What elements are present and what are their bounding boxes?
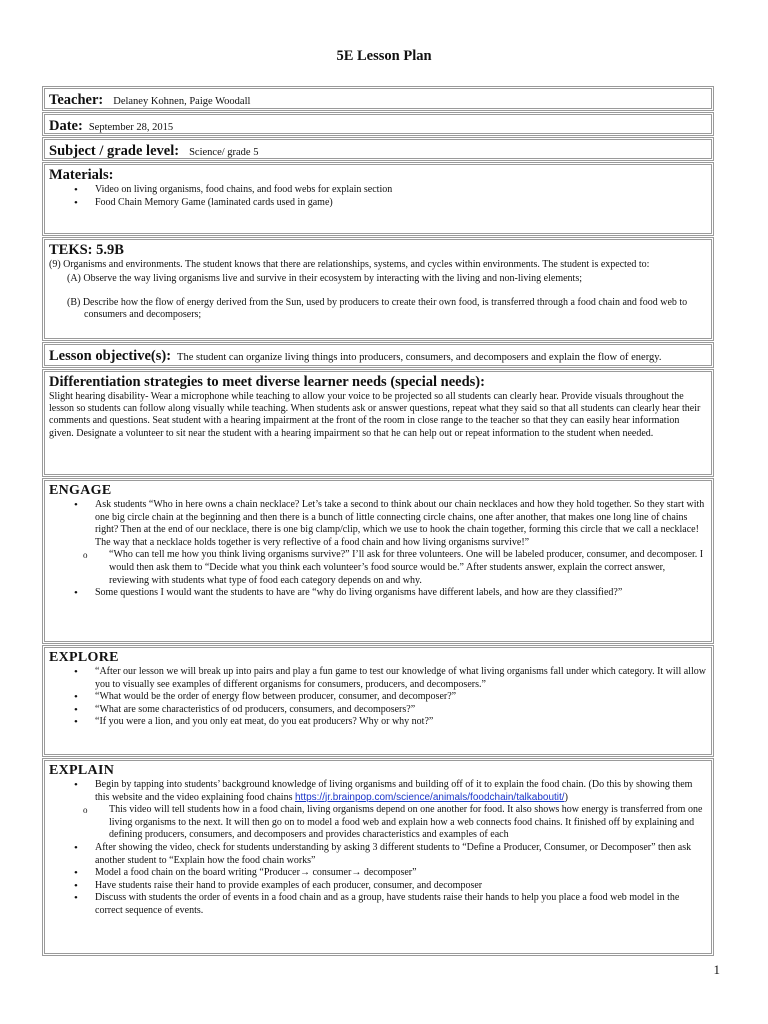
list-item: • “What would be the order of energy flow between producer, consumer, and decomposer?” <box>95 691 706 704</box>
list-item <box>95 779 706 842</box>
materials-label: Materials: <box>49 167 114 183</box>
teks-intro: (9) Organisms and environments. The student knows that there are relationships, systems, and cycles within environments. The student is expected to: <box>49 259 650 270</box>
teacher-label: Teacher: <box>49 92 104 108</box>
teacher-value: Delaney Kohnen, Paige Woodall <box>113 96 251 107</box>
differentiation-text: Slight hearing disability- Wear a microphone while teaching to allow your voice to be projected so all students can clearly hear. Provide visuals throughout the lesson so students can follow along visually while teaching. When students ask or answer questions, repeat what they said so that all students can clearly hear their comments and questions. Seat student with a hearing impairment at the front of the room in close range to the teacher so that they can easily hear information given. Designate a volunteer to sit near the student with a hearing impairment so that he can help out or repeat information to the student when needed. <box>49 391 701 439</box>
list-item: • Have students raise their hand to provide examples of each producer, consumer, and decomposer <box>95 880 706 893</box>
list-item: • Model a food chain on the board writing “Producer→ consumer→ decomposer” <box>95 867 706 880</box>
explain-list <box>49 779 706 918</box>
list-item: • After showing the video, check for students understanding by asking 3 different students to “Define a Producer, Consumer, or Decomposer” then ask another student to “Explain how the food chain works” <box>95 842 706 867</box>
list-item <box>95 499 706 587</box>
explain-item-text: Begin by tapping into students’ background knowledge of living organisms and building off of it to explain the food chain. (Do this by showing them this website and the video explaining food chains <box>95 779 693 803</box>
objective-label: Lesson objective(s): <box>49 348 172 364</box>
objective-value: The student can organize living things into producers, consumers, and decomposers and explain the flow of energy. <box>177 352 662 363</box>
engage-section <box>42 478 714 644</box>
objective-section <box>42 342 714 368</box>
brainpop-link[interactable]: https://jr.brainpop.com/science/animals/foodchain/talkaboutit/ <box>294 791 565 803</box>
list-item: • “If you were a lion, and you only eat meat, do you eat producers? Why or why not?” <box>95 716 706 729</box>
subject-label: Subject / grade level: <box>49 143 180 159</box>
differentiation-label: Differentiation strategies to meet diverse learner needs (special needs): <box>49 374 485 390</box>
list-item: o This video will tell students how in a food chain, living organisms depend on one another for food. It also shows how energy is transferred from one living organisms to the next. It will then go on to model a food web and explain how a web connects food chains. It finished off by explaining and defining producers, consumers, and decomposers and provides characteristics and examples of each <box>109 804 706 842</box>
page-number: 1 <box>713 962 720 977</box>
list-item: • “What are some characteristics of od producers, consumers, and decomposers?” <box>95 704 706 717</box>
date-label: Date: <box>49 118 83 134</box>
teks-b: (B) Describe how the flow of energy derived from the Sun, used by producers to create their own food, is transferred through a food chain and food web to consumers and decomposers; <box>67 296 688 321</box>
subject-section <box>42 137 714 161</box>
explore-list <box>49 666 706 729</box>
list-item: • “After our lesson we will break up into pairs and play a fun game to test our knowledge of what living organisms fall under which category. It will allow you to visually see examples of different organisms for consumers, producers, and decomposers.” <box>95 666 706 691</box>
list-item: • Food Chain Memory Game (laminated cards used in game) <box>95 197 706 210</box>
engage-label: ENGAGE <box>49 483 112 498</box>
differentiation-section <box>42 369 714 477</box>
engage-list <box>49 499 706 600</box>
explain-item-close: ) <box>564 791 568 803</box>
document-title: 5E Lesson Plan <box>336 48 432 64</box>
list-item: • Video on living organisms, food chains, and food webs for explain section <box>95 184 706 197</box>
explain-section <box>42 758 714 956</box>
engage-sublist <box>95 549 706 587</box>
teks-label: TEKS: 5.9B <box>49 242 124 258</box>
date-value: September 28, 2015 <box>88 122 174 133</box>
list-item: • Some questions I would want the students to have are “why do living organisms have different labels, and how are they classified?” <box>95 587 706 600</box>
materials-list <box>49 184 706 209</box>
explore-label: EXPLORE <box>49 650 119 665</box>
teacher-section <box>42 86 714 111</box>
materials-section <box>42 162 714 236</box>
engage-item-text: Ask students “Who in here owns a chain necklace? Let’s take a second to think about our chain necklaces and how they hold together. So they start with one big circle chain at the beginning and then there is a bunch of little connecting circle chains, one after another, that makes one long line of chains right? Then at the end of our necklace, there is one big clamp/clip, which we use to hook the chain together, forming this circle that we call a necklace! The way that a necklace holds together is very reflective of a food chain and how living organisms survive!” <box>95 499 705 548</box>
explain-sublist <box>95 804 706 842</box>
teks-a: (A) Observe the way living organisms live and survive in their ecosystem by interacting with the living and non-living elements; <box>67 273 582 285</box>
explain-label: EXPLAIN <box>49 763 115 778</box>
explore-section <box>42 645 714 757</box>
list-item: o “Who can tell me how you think living organisms survive?” I’ll ask for three volunteers. One will be labeled producer, consumer, and decomposer. I would then ask them to “Decide what you think each volunteer’s food source would be.” After students answer, explain the correct answer, reviewing with students what type of food each category depends on and why. <box>109 549 706 587</box>
subject-value: Science/ grade 5 <box>189 147 259 158</box>
list-item: • Discuss with students the order of events in a food chain and as a group, have students raise their hands to help you place a food web model in the correct sequence of events. <box>95 892 706 917</box>
teks-section <box>42 237 714 341</box>
date-section <box>42 112 714 136</box>
